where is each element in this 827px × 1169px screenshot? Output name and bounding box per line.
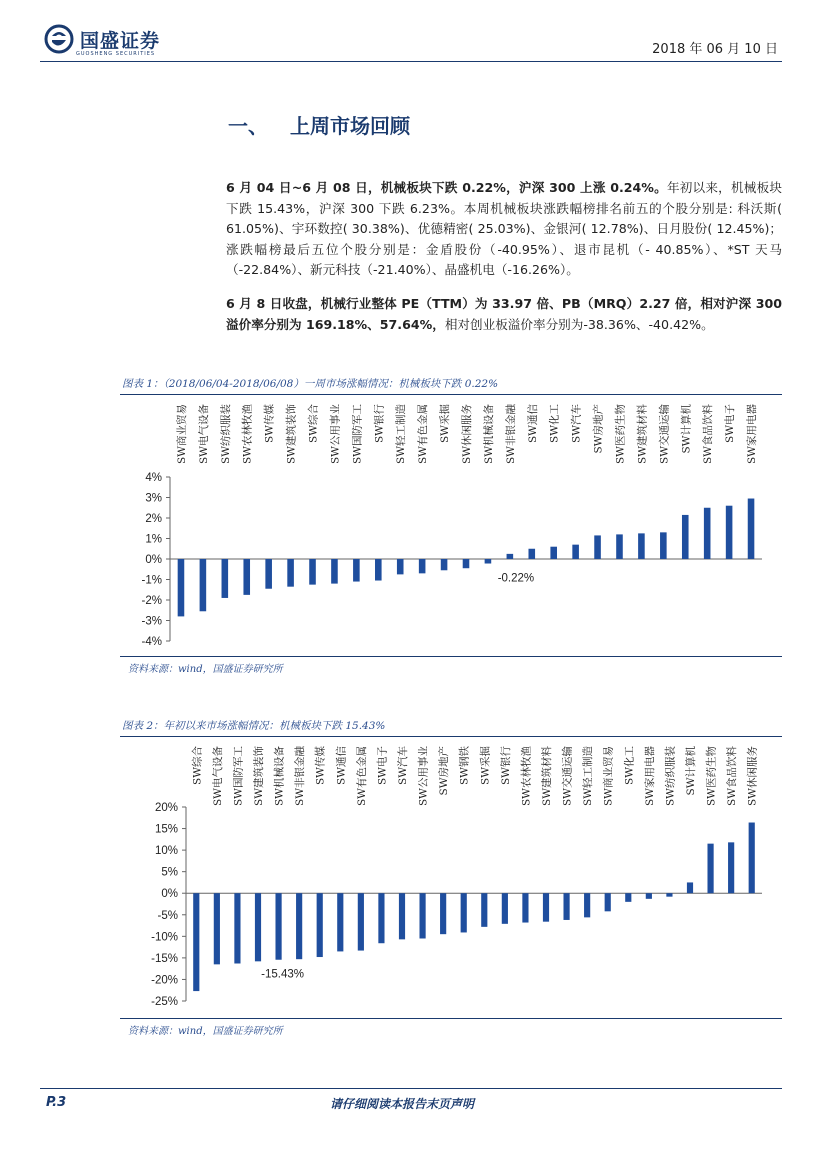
bar	[243, 559, 250, 595]
category-label: SW轻工制造	[582, 746, 595, 806]
bar	[378, 893, 384, 943]
category-label: SW电气设备	[197, 404, 210, 464]
figure-2-chart	[120, 738, 782, 1016]
category-label: SW化工	[623, 746, 636, 785]
bar	[265, 559, 272, 589]
y-tick-label: -5%	[157, 909, 178, 922]
bar	[255, 893, 261, 961]
bar	[704, 508, 711, 559]
category-label: SW农林牧渔	[520, 746, 533, 806]
category-label: SW建筑材料	[636, 404, 649, 464]
y-tick-label: -25%	[151, 996, 178, 1008]
figure-2-source: 资料来源：wind，国盛证券研究所	[128, 1026, 283, 1037]
category-label: SW休闲服务	[461, 404, 473, 464]
bar	[222, 559, 229, 598]
category-label: SW房地产	[438, 746, 451, 796]
figure-1-chart	[120, 396, 782, 654]
category-label: SW家用电器	[746, 404, 759, 464]
paragraph-1-bold: 6 月 04 日~6 月 08 日，机械板块下跌 0.22%，沪深 300 上涨 0.24%。	[226, 180, 667, 195]
bar	[481, 893, 487, 927]
y-tick-label: 3%	[145, 492, 162, 505]
category-label: SW有色金属	[417, 404, 430, 464]
y-tick-label: 0%	[161, 888, 178, 901]
paragraph-1-text: 年初以来，机械板块下跌 15.43%，沪深 300 下跌 6.23%。本周机械板块涨跌幅榜排名前五的个股分别是: 科沃斯( 61.05%)、宇环数控( 30.38%)、优德精密( 25.03%)、金银河( 12.78%)、日月股份( 12.45%)；涨跌幅榜最后五位个股分别是：金盾股份（-40.95%）、退市昆机（- 40.85%）、*ST 天马（-22.84%）、新元科技（-21.40%）、晶盛机电（-16.26%）。	[226, 180, 782, 277]
bar	[572, 545, 579, 559]
ytd-change-bar-chart	[120, 738, 782, 1016]
paragraph-2-text: 相对创业板溢价率分别为-38.36%、-40.42%。	[444, 316, 714, 332]
category-label: SW纺织服装	[664, 746, 677, 806]
category-label: SW综合	[191, 746, 204, 785]
data-label: -0.22%	[497, 572, 535, 585]
y-tick-label: 15%	[154, 823, 178, 836]
y-tick-label: -3%	[141, 615, 162, 628]
figure-1-bottom-rule	[120, 656, 782, 657]
bar	[550, 547, 557, 559]
category-label: SW化工	[548, 404, 561, 443]
category-label: SW汽车	[570, 404, 583, 443]
data-label: -15.43%	[261, 968, 304, 981]
y-tick-label: -15%	[151, 952, 178, 965]
bar	[214, 893, 220, 964]
category-label: SW非银金融	[504, 404, 517, 464]
category-label: SW轻工制造	[395, 404, 408, 464]
brand-logo	[44, 24, 160, 54]
category-label: SW采掘	[439, 404, 452, 443]
bar	[200, 559, 207, 611]
bar	[728, 842, 734, 893]
summary-paragraph-2	[226, 294, 782, 335]
bar	[317, 893, 323, 957]
bar	[528, 549, 535, 559]
figure-2-caption: 图表 2：年初以来市场涨幅情况：机械板块下跌 15.43%	[122, 720, 386, 732]
bar	[707, 844, 713, 894]
bar	[419, 559, 426, 573]
bar	[375, 559, 382, 581]
figure-1-top-rule	[120, 394, 782, 395]
y-tick-label: -10%	[151, 931, 178, 944]
y-tick-label: 10%	[154, 845, 178, 858]
bar	[331, 559, 338, 584]
section-title	[228, 110, 410, 139]
category-label: SW医药生物	[705, 746, 718, 806]
category-label: SW银行	[373, 404, 386, 443]
bar	[594, 535, 601, 559]
category-label: SW电子	[376, 746, 389, 785]
bar	[193, 893, 199, 991]
category-label: SW通信	[335, 746, 348, 785]
category-label: SW采掘	[479, 746, 492, 785]
bar	[178, 559, 185, 616]
bar	[507, 554, 514, 559]
page-number: P.3	[46, 1095, 67, 1110]
y-tick-label: 5%	[161, 866, 178, 879]
category-label: SW综合	[307, 404, 320, 443]
category-label: SW农林牧渔	[241, 404, 254, 464]
figure-2-top-rule	[120, 736, 782, 737]
y-tick-label: -4%	[141, 636, 162, 648]
category-label: SW食品饮料	[702, 404, 715, 464]
bar	[440, 893, 446, 934]
figure-2-bottom-rule	[120, 1018, 782, 1019]
category-label: SW休闲服务	[746, 746, 759, 806]
category-label: SW建筑装饰	[285, 404, 298, 464]
bar	[726, 506, 733, 559]
bar	[461, 893, 467, 932]
bar	[463, 559, 470, 568]
bar	[399, 893, 405, 939]
category-label: SW计算机	[680, 404, 693, 454]
category-label: SW传媒	[314, 746, 327, 785]
bar	[309, 559, 316, 585]
category-label: SW家用电器	[643, 746, 656, 806]
bar	[287, 559, 294, 587]
bar	[419, 893, 425, 938]
category-label: SW纺织服装	[219, 404, 232, 464]
report-date: 2018 年 06 月 10 日	[652, 42, 778, 57]
category-label: SW医药生物	[614, 403, 627, 464]
category-label: SW计算机	[685, 746, 697, 796]
bar	[296, 893, 302, 959]
category-label: SW公用事业	[329, 404, 342, 464]
bar	[605, 893, 611, 911]
bar	[749, 823, 755, 894]
guosheng-logo-icon	[44, 24, 74, 54]
bar	[337, 893, 343, 951]
bar	[358, 893, 364, 950]
bar	[353, 559, 360, 582]
category-label: SW银行	[499, 746, 512, 785]
category-label: SW电气设备	[211, 746, 224, 806]
category-label: SW建筑材料	[541, 746, 553, 806]
category-label: SW非银金融	[294, 746, 307, 806]
logo-text: 国盛证券	[80, 29, 161, 52]
section-number: 一、	[228, 114, 268, 138]
category-label: SW商业贸易	[602, 746, 615, 806]
section-title-text: 上周市场回顾	[290, 114, 410, 138]
category-label: SW机械设备	[482, 404, 495, 464]
bar	[502, 893, 508, 924]
bar	[687, 882, 693, 893]
category-label: SW国防军工	[351, 404, 364, 464]
bar	[584, 893, 590, 917]
category-label: SW交通运输	[658, 404, 671, 464]
bar	[485, 559, 492, 564]
logo-subtext: GUOSHENG SECURITIES	[76, 51, 156, 57]
bar	[748, 499, 755, 559]
y-tick-label: 1%	[145, 533, 162, 546]
category-label: SW传媒	[263, 404, 276, 443]
bar	[682, 515, 689, 559]
bar	[397, 559, 404, 574]
bar	[563, 893, 569, 920]
category-label: SW通信	[526, 404, 539, 443]
page-header	[40, 22, 782, 62]
y-tick-label: -20%	[151, 974, 178, 987]
category-label: SW商业贸易	[175, 404, 188, 464]
summary-paragraph-1	[226, 178, 782, 281]
weekly-change-bar-chart	[120, 396, 782, 654]
bar	[234, 893, 240, 963]
y-tick-label: -1%	[141, 574, 162, 587]
bar	[275, 893, 281, 960]
y-tick-label: 0%	[145, 554, 162, 566]
y-tick-label: 2%	[145, 513, 162, 525]
category-label: SW机械设备	[273, 746, 286, 806]
bar	[543, 893, 549, 921]
category-label: SW汽车	[397, 746, 409, 785]
bar	[522, 893, 528, 922]
figure-1-source: 资料来源：wind，国盛证券研究所	[128, 664, 283, 675]
category-label: SW建筑装饰	[253, 746, 265, 806]
y-tick-label: 4%	[145, 472, 162, 484]
bar	[638, 533, 645, 559]
category-label: SW房地产	[592, 404, 605, 454]
y-tick-label: -2%	[141, 595, 162, 607]
category-label: SW食品饮料	[726, 746, 739, 806]
bar	[616, 534, 623, 559]
bar	[666, 893, 672, 896]
bar	[646, 893, 652, 899]
bar	[660, 532, 667, 559]
page-footer	[40, 1088, 782, 1111]
figure-1-caption: 图表 1：（2018/06/04-2018/06/08）一周市场涨幅情况：机械板块下跌 0.22%	[122, 378, 499, 390]
category-label: SW有色金属	[355, 746, 368, 806]
category-label: SW国防军工	[232, 746, 245, 806]
category-label: SW电子	[724, 404, 737, 443]
disclaimer-note: 请仔细阅读本报告末页声明	[330, 1097, 475, 1111]
category-label: SW公用事业	[417, 746, 430, 806]
bar	[441, 559, 448, 570]
category-label: SW钢铁	[458, 746, 471, 785]
bar	[625, 893, 631, 902]
y-tick-label: 20%	[154, 802, 178, 814]
category-label: SW交通运输	[561, 746, 574, 806]
paragraph-2-bold: 6 月 8 日收盘，机械行业整体 PE（TTM）为 33.97 倍、PB（MRQ）2.27 倍，相对沪深 300 溢价率分别为 169.18%、57.64%，	[226, 296, 782, 332]
